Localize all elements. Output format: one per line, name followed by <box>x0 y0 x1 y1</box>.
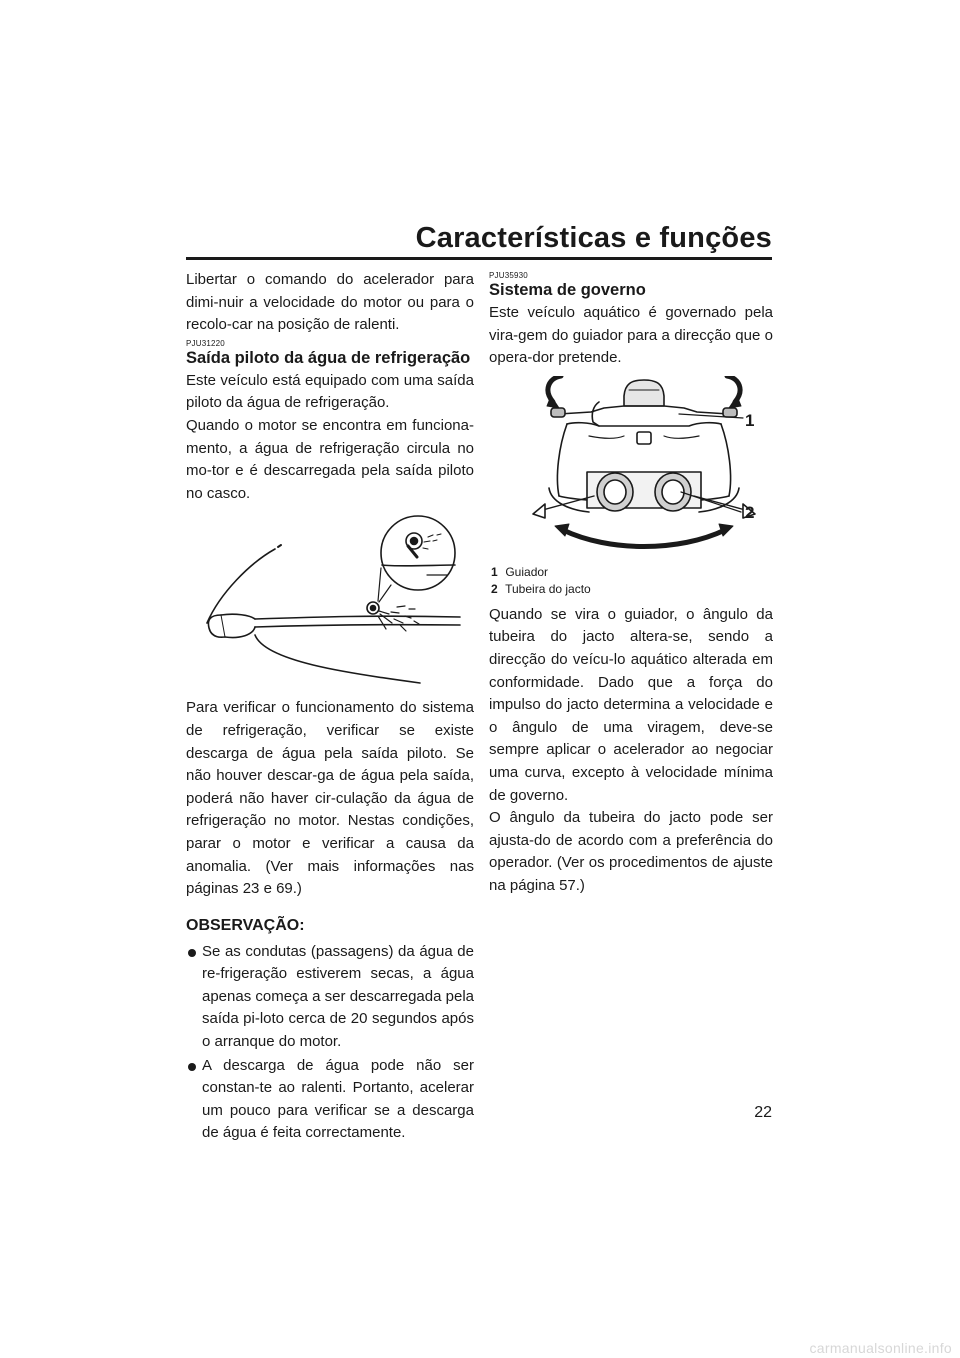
paragraph: Este veículo aquático é governado pela vira-gem do guiador para a direcção que o opera-dor pretende. <box>489 304 773 367</box>
section-code: PJU31220 <box>186 338 225 348</box>
paragraph: O ângulo da tubeira do jacto pode ser ajusta-do de acordo com a preferência do operador. (Ver os procedimentos de ajuste na página 57.) <box>489 809 773 894</box>
note-title: OBSERVAÇÃO: <box>186 916 305 934</box>
paragraph: Quando o motor se encontra em funciona-mento, a água de refrigeração circula no mo-tor e é descarregada pela saída piloto no casco. <box>186 416 474 502</box>
intro-paragraph: Libertar o comando do acelerador para dimi-nuir a velocidade do motor ou para o recolo-car na posição de ralenti. <box>186 271 474 334</box>
watermark: carmanualsonline.info <box>809 1340 952 1356</box>
list-item-text: A descarga de água pode não ser constan-te ao ralenti. Portanto, acelerar um pouco para verificar se a descarga de água é feita correctamente. <box>202 1056 474 1142</box>
section-title-cooling-outlet: Saída piloto da água de refrigeração <box>186 348 471 367</box>
paragraph: Para verificar o funcionamento do sistema de refrigeração, verificar se existe descarga de água pela saída piloto. Se não houver descar-ga de água pela saída, poderá não haver cir-culação da água de refrigeração no motor. Nestas condições, parar o motor e verificar a causa da anomalia. (Ver mais informações nas páginas 23 e 69.) <box>186 699 474 898</box>
bullet-icon <box>188 1063 196 1071</box>
note-list <box>186 941 474 1145</box>
cooling-outlet-illustration <box>195 513 465 689</box>
right-column <box>489 269 773 898</box>
left-column <box>186 269 474 1146</box>
header-rule <box>186 257 772 260</box>
section-title-steering: Sistema de governo <box>489 281 646 299</box>
bullet-icon <box>188 949 196 957</box>
callout-2: 2 <box>745 502 755 522</box>
list-item <box>186 941 474 1054</box>
paragraph: Quando se vira o guiador, o ângulo da tubeira do jacto altera-se, sendo a direcção do veícu-lo aquático alterada em conformidade. Dado que a força do impulso do jacto determina a velocidade e o ângulo de uma viragem, deve-se sempre aplicar o acelerador ao negociar uma curva, excepto à velocidade mínima de governo. <box>489 605 773 804</box>
legend-item: 2 Tubeira do jacto <box>491 581 591 596</box>
paragraph: Este veículo está equipado com uma saída piloto da água de refrigeração. <box>186 371 474 412</box>
list-item-text: Se as condutas (passagens) da água de re-frigeração estiverem secas, a água apenas começa a ser descarregada pela saída pi-loto cerca de 20 segundos após o arranque do motor. <box>202 942 474 1051</box>
page-number: 22 <box>754 1104 772 1121</box>
list-item <box>186 1055 474 1145</box>
figure-legend <box>491 564 773 598</box>
page-title: Características e funções <box>415 222 772 254</box>
legend-item: 1 Guiador <box>491 564 549 579</box>
callout-1: 1 <box>745 410 755 430</box>
steering-system-illustration <box>529 376 759 556</box>
section-code: PJU35930 <box>489 271 528 280</box>
